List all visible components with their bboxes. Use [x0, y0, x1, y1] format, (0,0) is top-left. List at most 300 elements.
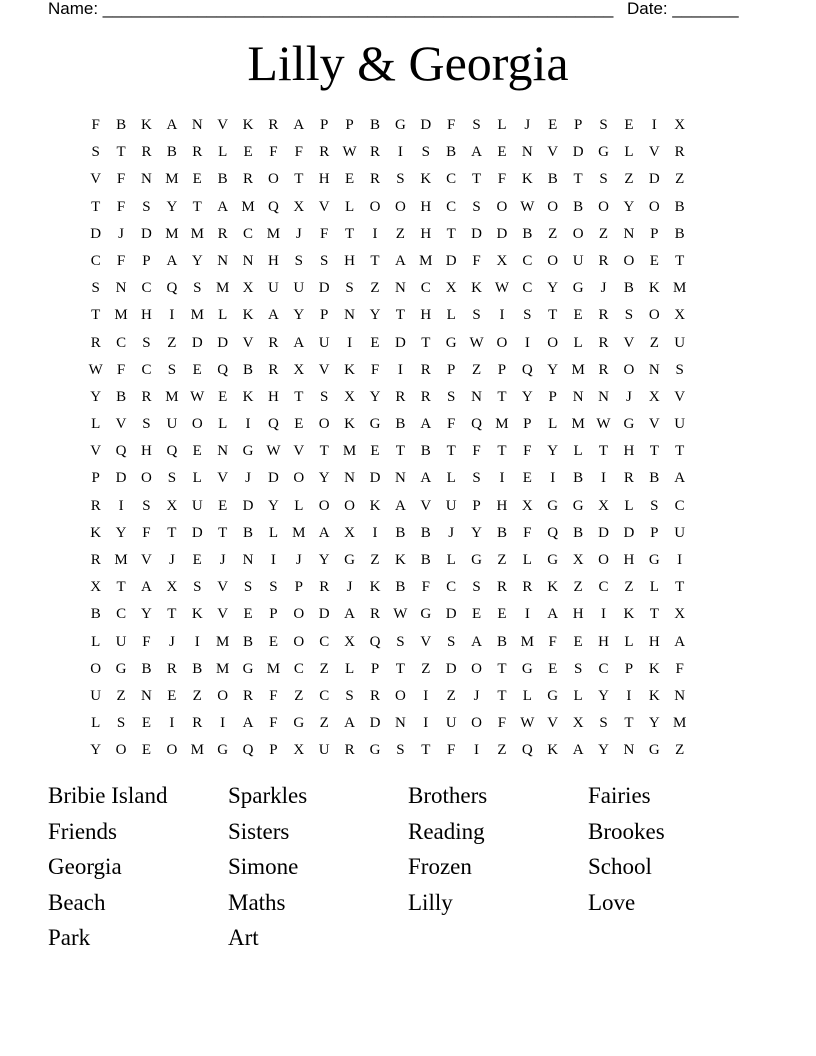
grid-letter: L — [573, 443, 583, 460]
grid-letter: E — [548, 660, 558, 677]
grid-letter: G — [420, 606, 432, 623]
grid-letter: M — [266, 225, 281, 242]
grid-letter: L — [218, 144, 228, 161]
grid-letter: H — [420, 225, 432, 242]
grid-letter: T — [598, 443, 609, 460]
grid-letter: H — [648, 633, 660, 650]
grid-letter: T — [395, 307, 405, 324]
grid-letter: J — [346, 579, 353, 596]
grid-letter: X — [344, 524, 356, 541]
grid-letter: S — [167, 361, 177, 378]
grid-letter: M — [165, 388, 179, 405]
grid-letter: Y — [598, 742, 609, 759]
grid-letter: I — [423, 687, 429, 704]
grid-letter: O — [318, 497, 330, 514]
grid-letter: U — [674, 334, 686, 351]
grid-letter: M — [190, 225, 204, 242]
grid-letter: D — [217, 334, 229, 351]
grid-letter: V — [217, 606, 229, 623]
grid-letter: N — [394, 715, 406, 732]
grid-letter: T — [573, 171, 583, 188]
grid-letter: C — [522, 280, 533, 297]
date-field-label: Date: _______ — [627, 0, 739, 18]
grid-letter: V — [115, 416, 127, 433]
grid-letter: G — [572, 280, 584, 297]
grid-letter: T — [345, 225, 355, 242]
grid-letter: M — [520, 633, 534, 650]
grid-letter: Y — [318, 552, 330, 568]
grid-letter: V — [293, 443, 305, 460]
grid-letter: A — [344, 606, 356, 623]
grid-letter: R — [496, 579, 507, 596]
grid-letter: Y — [598, 687, 609, 704]
grid-letter: X — [572, 552, 584, 568]
grid-letter: X — [293, 361, 305, 378]
grid-letter: T — [471, 171, 482, 188]
grid-letter: S — [472, 117, 481, 133]
grid-letter: H — [420, 198, 432, 215]
grid-row — [83, 465, 692, 492]
grid-letter: N — [471, 388, 482, 405]
grid-letter: D — [191, 524, 203, 541]
grid-letter: O — [598, 198, 609, 215]
grid-letter: B — [395, 579, 406, 596]
grid-letter: P — [269, 606, 278, 623]
grid-letter: G — [648, 742, 660, 759]
grid-letter: B — [217, 171, 228, 188]
grid-letter: N — [141, 171, 152, 188]
grid-letter: B — [674, 198, 685, 215]
grid-letter: B — [192, 660, 203, 677]
grid-letter: V — [217, 117, 229, 133]
grid-row — [83, 194, 692, 221]
grid-letter: T — [649, 443, 659, 460]
grid-letter: O — [141, 470, 152, 487]
grid-letter: D — [90, 225, 102, 242]
grid-letter: I — [169, 307, 175, 324]
grid-letter: J — [219, 552, 226, 568]
grid-letter: S — [193, 280, 202, 297]
grid-letter: L — [345, 198, 355, 215]
grid-letter: M — [266, 660, 281, 677]
grid-letter: B — [243, 524, 254, 541]
grid-letter: F — [142, 633, 151, 650]
grid-letter: G — [369, 416, 381, 433]
grid-letter: I — [194, 633, 200, 650]
grid-letter: E — [243, 144, 253, 161]
grid-letter: H — [344, 252, 356, 269]
grid-letter: X — [293, 198, 305, 215]
word-list-item: Brothers — [408, 783, 488, 808]
grid-letter: R — [598, 252, 609, 269]
grid-letter: O — [623, 252, 635, 269]
grid-letter: B — [420, 524, 431, 541]
grid-letter: T — [116, 144, 126, 161]
grid-letter: N — [623, 225, 635, 242]
grid-letter: G — [547, 552, 559, 568]
grid-letter: K — [242, 307, 254, 324]
grid-letter: R — [319, 144, 330, 161]
grid-letter: U — [318, 334, 330, 351]
grid-letter: F — [446, 117, 456, 133]
grid-letter: R — [90, 552, 101, 568]
grid-row — [83, 656, 692, 683]
grid-letter: R — [598, 361, 609, 378]
grid-letter: S — [294, 252, 303, 269]
grid-letter: V — [90, 171, 102, 188]
grid-letter: E — [218, 497, 228, 514]
grid-letter: X — [90, 579, 102, 596]
grid-letter: C — [319, 633, 330, 650]
grid-letter: S — [269, 579, 278, 596]
grid-letter: V — [217, 579, 229, 596]
grid-letter: B — [420, 552, 431, 568]
grid-letter: T — [421, 742, 431, 759]
grid-letter: C — [116, 606, 127, 623]
grid-letter: X — [166, 497, 178, 514]
grid-letter: F — [269, 715, 278, 732]
grid-letter: X — [674, 117, 686, 133]
grid-letter: S — [472, 470, 481, 487]
name-field-label: Name: ______________________________________________________ — [48, 0, 614, 18]
grid-letter: O — [217, 687, 229, 704]
grid-letter: L — [91, 633, 101, 650]
grid-letter: W — [88, 361, 103, 378]
grid-letter: U — [318, 742, 330, 759]
word-list-item: Art — [228, 925, 259, 951]
grid-letter: N — [344, 470, 356, 487]
grid-letter: Z — [294, 687, 304, 704]
grid-letter: T — [675, 579, 685, 596]
grid-letter: M — [190, 307, 204, 324]
grid-letter: D — [420, 117, 432, 133]
grid-letter: E — [370, 443, 380, 460]
grid-letter: P — [345, 117, 354, 133]
grid-letter: V — [420, 497, 432, 514]
grid-letter: S — [142, 198, 151, 215]
grid-letter: E — [471, 606, 482, 623]
grid-letter: E — [548, 117, 558, 133]
grid-letter: S — [167, 470, 177, 487]
grid-letter: T — [675, 443, 685, 460]
grid-row — [83, 438, 692, 465]
grid-letter: G — [598, 144, 609, 161]
grid-letter: S — [472, 307, 481, 324]
grid-row — [83, 357, 692, 384]
grid-letter: Q — [521, 361, 533, 378]
grid-letter: K — [242, 117, 254, 133]
grid-letter: Q — [166, 443, 178, 460]
grid-letter: Q — [369, 633, 381, 650]
grid-letter: L — [446, 470, 456, 487]
grid-row — [83, 683, 692, 710]
grid-letter: W — [190, 388, 205, 405]
grid-letter: D — [598, 524, 609, 541]
grid-letter: Q — [471, 416, 482, 433]
grid-letter: Y — [547, 361, 559, 378]
grid-letter: J — [625, 388, 632, 405]
grid-letter: F — [446, 416, 456, 433]
grid-letter: J — [524, 117, 531, 133]
grid-letter: Z — [319, 715, 329, 732]
grid-letter: D — [242, 497, 254, 514]
grid-letter: R — [268, 361, 279, 378]
grid-letter: B — [446, 144, 457, 161]
grid-letter: R — [598, 307, 609, 324]
grid-letter: K — [191, 606, 203, 623]
grid-letter: Y — [90, 388, 102, 405]
grid-letter: I — [524, 606, 530, 623]
grid-letter: O — [394, 687, 406, 704]
grid-letter: A — [166, 252, 178, 269]
grid-letter: F — [548, 633, 557, 650]
grid-letter: K — [394, 552, 406, 568]
grid-letter: B — [369, 117, 380, 133]
grid-row — [83, 248, 692, 275]
grid-letter: L — [294, 497, 304, 514]
grid-letter: I — [169, 715, 175, 732]
grid-letter: E — [624, 117, 634, 133]
grid-letter: U — [674, 524, 686, 541]
grid-letter: D — [191, 334, 203, 351]
grid-letter: X — [598, 497, 609, 514]
grid-letter: U — [191, 497, 203, 514]
grid-letter: K — [344, 416, 356, 433]
grid-letter: A — [293, 334, 305, 351]
grid-letter: I — [397, 144, 403, 161]
grid-letter: Z — [548, 225, 558, 242]
grid-letter: G — [471, 552, 482, 568]
grid-letter: S — [599, 171, 608, 188]
grid-letter: C — [319, 687, 330, 704]
grid-letter: K — [648, 687, 660, 704]
grid-letter: X — [496, 252, 508, 269]
grid-letter: A — [420, 416, 432, 433]
grid-letter: A — [471, 144, 482, 161]
grid-letter: S — [675, 361, 684, 378]
grid-letter: O — [293, 606, 305, 623]
grid-letter: Q — [242, 742, 254, 759]
grid-letter: E — [192, 552, 202, 568]
grid-letter: Y — [648, 715, 660, 732]
grid-letter: G — [547, 687, 559, 704]
grid-letter: A — [471, 633, 482, 650]
grid-letter: W — [596, 416, 611, 433]
grid-letter: K — [623, 606, 635, 623]
grid-letter: B — [623, 280, 634, 297]
grid-letter: G — [521, 660, 533, 677]
grid-letter: F — [269, 687, 278, 704]
grid-letter: E — [294, 416, 304, 433]
grid-letter: H — [496, 497, 508, 514]
grid-letter: X — [674, 606, 686, 623]
grid-letter: Y — [623, 198, 635, 215]
grid-letter: A — [394, 252, 406, 269]
grid-letter: L — [624, 633, 634, 650]
grid-letter: O — [471, 660, 482, 677]
grid-letter: J — [600, 280, 607, 297]
grid-letter: N — [521, 144, 533, 161]
grid-letter: F — [497, 171, 507, 188]
grid-letter: L — [345, 660, 355, 677]
grid-letter: M — [215, 280, 230, 297]
grid-letter: J — [448, 524, 455, 541]
grid-letter: B — [496, 524, 507, 541]
grid-letter: N — [674, 687, 686, 704]
grid-letter: B — [547, 171, 558, 188]
grid-letter: T — [548, 307, 558, 324]
grid-letter: T — [294, 388, 304, 405]
grid-letter: I — [499, 307, 505, 324]
grid-letter: T — [497, 660, 507, 677]
grid-letter: V — [547, 144, 559, 161]
word-list-item: Love — [588, 889, 636, 915]
grid-letter: E — [573, 633, 583, 650]
grid-letter: I — [270, 552, 276, 568]
page-title: Lilly & Georgia — [247, 35, 569, 91]
grid-letter: Z — [497, 742, 507, 759]
grid-letter: A — [344, 715, 356, 732]
grid-letter: F — [472, 443, 481, 460]
grid-letter: C — [522, 252, 533, 269]
grid-letter: V — [623, 334, 635, 351]
grid-letter: K — [369, 579, 381, 596]
grid-letter: E — [167, 687, 177, 704]
grid-letter: F — [523, 443, 532, 460]
grid-letter: Y — [141, 606, 152, 623]
word-list-item: Reading — [408, 818, 485, 844]
word-list-item: Georgia — [48, 854, 122, 880]
grid-letter: V — [648, 416, 660, 433]
grid-letter: B — [573, 198, 584, 215]
word-list-item: Friends — [48, 818, 117, 844]
grid-letter: G — [623, 416, 635, 433]
grid-letter: Q — [268, 416, 279, 433]
grid-letter: E — [370, 334, 380, 351]
grid-letter: R — [268, 334, 279, 351]
grid-letter: M — [342, 443, 357, 460]
grid-letter: O — [598, 552, 609, 568]
grid-letter: D — [394, 334, 406, 351]
grid-letter: A — [318, 524, 330, 541]
grid-letter: N — [598, 388, 609, 405]
grid-letter: Y — [268, 497, 279, 514]
grid-letter: O — [471, 715, 482, 732]
grid-letter: T — [167, 524, 177, 541]
word-list-item: Park — [48, 925, 91, 951]
grid-letter: L — [218, 416, 228, 433]
grid-letter: L — [548, 416, 558, 433]
grid-letter: S — [599, 715, 608, 732]
grid-letter: L — [446, 552, 456, 568]
grid-letter: U — [268, 280, 279, 297]
grid-letter: Z — [675, 742, 685, 759]
grid-letter: T — [675, 252, 685, 269]
grid-letter: P — [573, 117, 583, 133]
grid-letter: G — [547, 497, 559, 514]
grid-letter: F — [675, 660, 684, 677]
grid-letter: A — [420, 470, 432, 487]
grid-letter: R — [319, 579, 330, 596]
grid-letter: U — [115, 633, 127, 650]
grid-letter: S — [599, 117, 608, 133]
grid-letter: Y — [90, 742, 102, 759]
grid-letter: T — [319, 443, 329, 460]
grid-letter: Y — [521, 388, 533, 405]
grid-letter: M — [114, 552, 128, 568]
grid-letter: B — [420, 443, 431, 460]
grid-letter: W — [520, 198, 535, 215]
grid-letter: K — [547, 742, 559, 759]
grid-letter: P — [269, 742, 278, 759]
grid-letter: I — [550, 470, 556, 487]
grid-letter: H — [318, 171, 330, 188]
grid-letter: F — [116, 361, 126, 378]
grid-letter: T — [446, 225, 456, 242]
grid-letter: S — [396, 633, 405, 650]
grid-letter: K — [648, 660, 660, 677]
grid-letter: W — [393, 606, 408, 623]
grid-letter: B — [141, 660, 152, 677]
grid-letter: W — [494, 280, 510, 297]
grid-letter: M — [673, 715, 687, 732]
grid-letter: P — [650, 524, 659, 541]
grid-letter: G — [394, 117, 406, 133]
grid-letter: A — [394, 497, 406, 514]
word-list — [48, 778, 808, 956]
grid-letter: E — [497, 144, 507, 161]
grid-letter: T — [395, 660, 405, 677]
grid-letter: D — [141, 225, 152, 242]
grid-letter: N — [242, 552, 254, 568]
grid-letter: C — [446, 171, 457, 188]
grid-letter: O — [648, 198, 660, 215]
grid-letter: E — [649, 252, 659, 269]
grid-row — [83, 330, 692, 357]
grid-letter: A — [293, 117, 305, 133]
grid-letter: L — [91, 715, 101, 732]
grid-letter: B — [395, 524, 406, 541]
grid-letter: I — [220, 715, 226, 732]
grid-letter: C — [598, 579, 609, 596]
grid-letter: K — [141, 117, 152, 133]
grid-letter: M — [215, 660, 230, 677]
grid-letter: M — [673, 280, 687, 297]
grid-letter: U — [445, 715, 457, 732]
grid-letter: P — [91, 470, 100, 487]
grid-letter: Z — [649, 334, 659, 351]
grid-letter: B — [496, 633, 507, 650]
grid-letter: E — [192, 361, 202, 378]
grid-letter: M — [571, 361, 585, 378]
grid-letter: D — [318, 280, 330, 297]
grid-letter: F — [116, 171, 126, 188]
grid-letter: W — [266, 443, 281, 460]
grid-letter: Y — [547, 443, 559, 460]
grid-letter: R — [344, 742, 355, 759]
grid-letter: O — [496, 334, 508, 351]
grid-letter: N — [394, 280, 406, 297]
grid-letter: T — [395, 443, 405, 460]
grid-letter: K — [648, 280, 660, 297]
grid-letter: L — [573, 334, 583, 351]
grid-letter: B — [243, 633, 254, 650]
grid-letter: X — [166, 579, 178, 596]
grid-letter: C — [141, 361, 152, 378]
grid-letter: C — [420, 280, 431, 297]
grid-letter: T — [167, 606, 177, 623]
grid-letter: D — [471, 225, 482, 242]
